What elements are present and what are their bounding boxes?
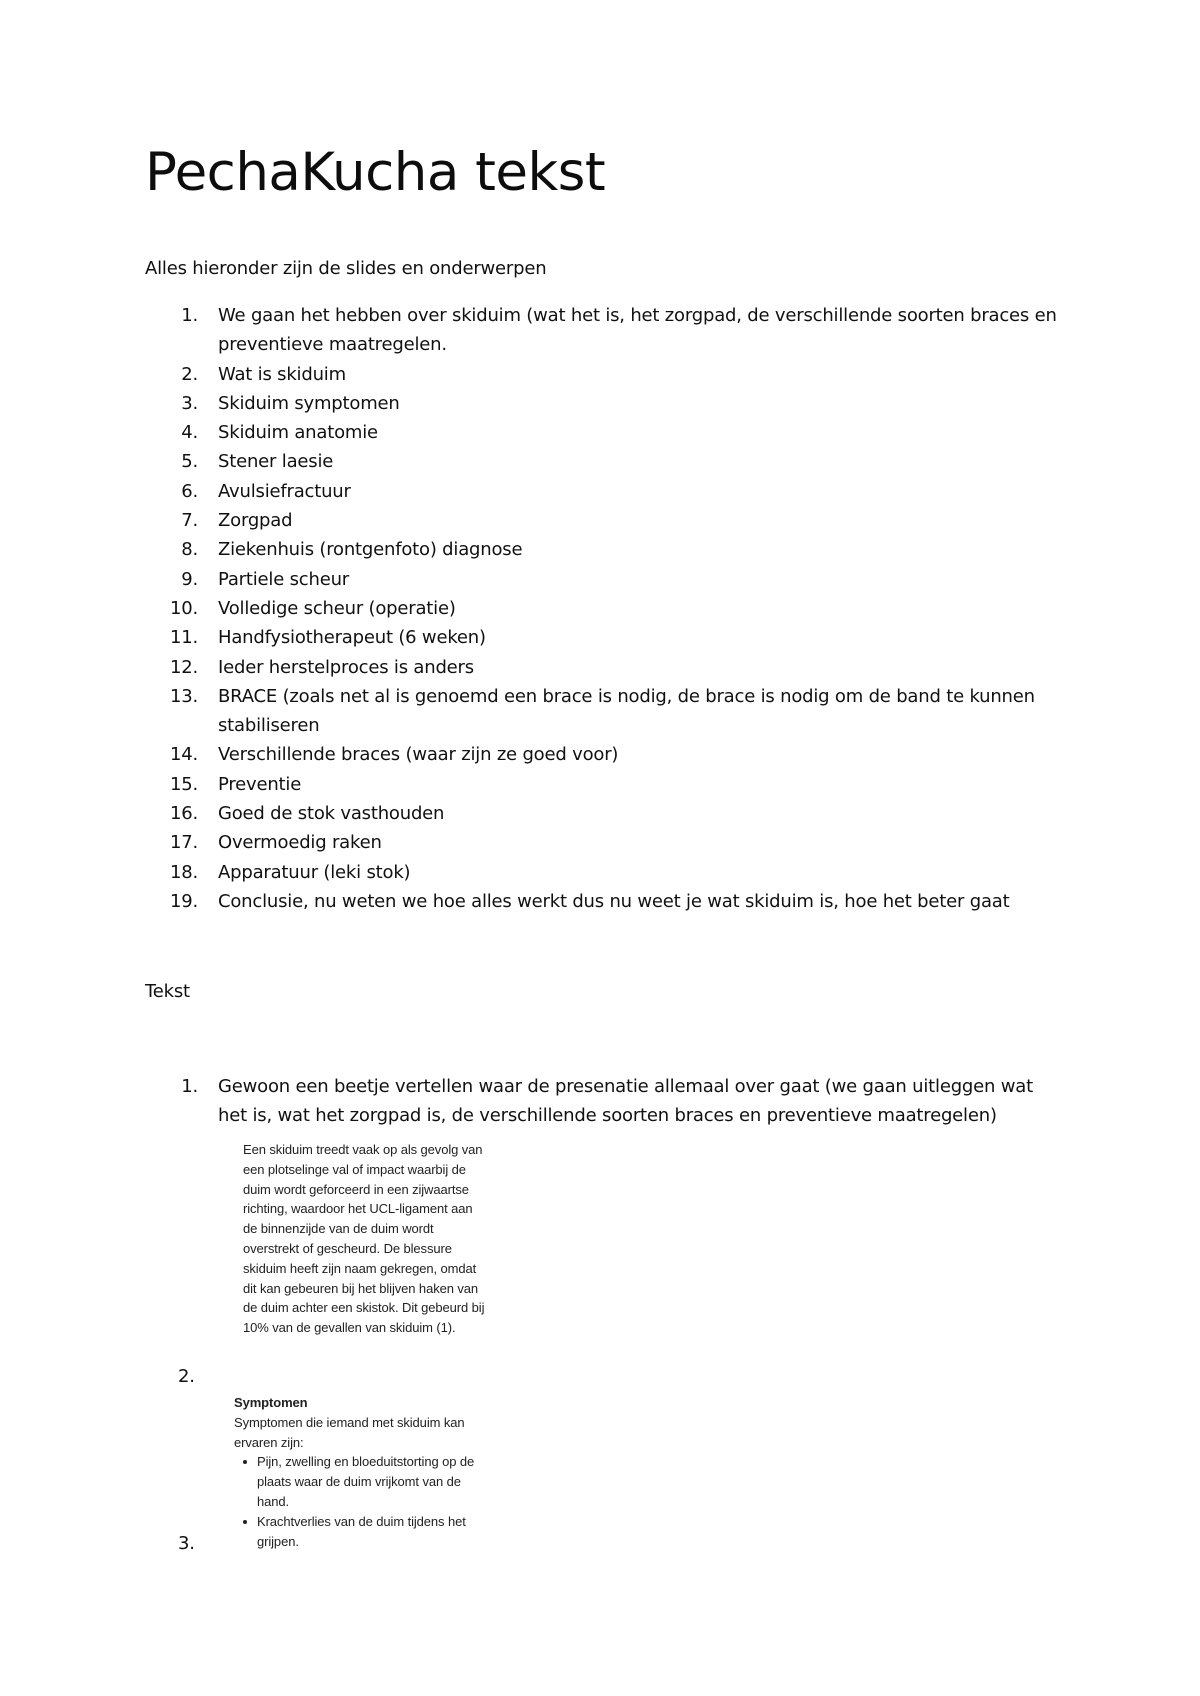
list-item [145,653,1065,682]
list-item [145,740,1065,769]
list-number: 3. [181,392,198,414]
list-item [145,301,1065,360]
intro-paragraph: Alles hieronder zijn de slides en onderwerpen [145,258,547,279]
snippet-text: Symptomen die iemand met skiduim kan ervaren zijn: [234,1414,465,1450]
list-number: 14. [169,744,198,766]
list-number: 11. [169,627,198,649]
list-item [145,477,1065,506]
list-number: 2. [178,1366,195,1387]
list-number: 15. [169,773,198,795]
list-number: 1. [181,1076,198,1097]
list-number: 10. [169,597,198,619]
list-item-text: Ieder herstelproces is anders [218,656,474,678]
list-item-text: Zorgpad [218,510,293,532]
bullet-item: Pijn, zwelling en bloeduitstorting op de plaats waar de duim vrijkomt van de hand. [257,1452,479,1511]
tekst-list [145,1072,1065,1131]
list-item [145,360,1065,389]
list-item [145,1072,1065,1131]
list-item-text: We gaan het hebben over skiduim (wat het is, het zorgpad, de verschillende soorten braces en preventieve maatregelen. [218,305,1057,356]
list-item [145,389,1065,418]
list-item-text: Handfysiotherapeut (6 weken) [218,627,486,649]
list-item [145,770,1065,799]
snippet-bullet-list [234,1452,479,1551]
list-number: 1. [181,305,198,326]
list-item [145,682,1065,741]
list-item [145,858,1065,887]
list-number: 4. [181,422,198,444]
list-number: 7. [181,510,198,532]
list-item-text: Preventie [218,773,302,795]
list-item-text: Apparatuur (leki stok) [218,861,411,883]
list-number: 13. [169,685,198,707]
list-item [145,447,1065,476]
list-item-text: Volledige scheur (operatie) [218,597,456,619]
list-number: 5. [181,451,198,473]
list-number: 2. [181,363,198,385]
pasted-image-symptoms [234,1393,479,1551]
list-number: 3. [178,1533,195,1554]
bullet-item: Krachtverlies van de duim tijdens het grijpen. [257,1512,479,1552]
list-item [145,623,1065,652]
list-item [145,799,1065,828]
pasted-image-ski-thumb-explanation [243,1140,488,1338]
list-item-text: Avulsiefractuur [218,480,351,502]
list-item [145,594,1065,623]
list-item [145,535,1065,564]
list-item [145,565,1065,594]
snippet-heading: Symptomen [234,1395,308,1410]
document-title: PechaKucha tekst [145,142,606,203]
list-item-text: Goed de stok vasthouden [218,803,445,825]
list-item-text: Wat is skiduim [218,363,346,385]
tekst-heading: Tekst [145,981,190,1002]
list-item-text: Gewoon een beetje vertellen waar de presenatie allemaal over gaat (we gaan uitleggen wat het is, wat het zorgpad is, de verschillende soorten braces en preventieve maatregelen) [218,1076,1033,1127]
list-item-text: Skiduim anatomie [218,422,378,444]
list-number: 9. [181,568,198,590]
list-item-text: BRACE (zoals net al is genoemd een brace is nodig, de brace is nodig om de band te kunnen stabiliseren [218,685,1035,737]
list-number: 19. [169,890,198,912]
list-item-text: Stener laesie [218,451,334,473]
list-item-text: Verschillende braces (waar zijn ze goed voor) [218,744,619,766]
snippet-text: Een skiduim treedt vaak op als gevolg van een plotselinge val of impact waarbij de duim wordt geforceerd in een zijwaartse richting, waardoor het UCL-ligament aan de binnenzijde van de duim wordt overstrekt of gescheurd. De blessure skiduim heeft zijn naam gekregen, omdat dit kan gebeuren bij het blijven haken van de duim achter een skistok. Dit gebeurd bij 10% van de gevallen van skiduim (1). [243,1142,485,1336]
list-number: 17. [169,832,198,854]
list-item [145,506,1065,535]
list-number: 6. [181,480,198,502]
list-item-text: Partiele scheur [218,568,349,590]
list-item-text: Conclusie, nu weten we hoe alles werkt dus nu weet je wat skiduim is, hoe het beter gaat [218,890,1010,912]
list-item [145,418,1065,447]
list-item [145,887,1065,916]
list-item-text: Skiduim symptomen [218,392,400,414]
list-number: 18. [169,861,198,883]
list-item-text: Ziekenhuis (rontgenfoto) diagnose [218,539,523,561]
list-number: 8. [181,539,198,561]
list-item [145,828,1065,857]
list-number: 16. [169,803,198,825]
slide-list [145,301,1065,916]
list-number: 12. [169,656,198,678]
list-item-text: Overmoedig raken [218,832,382,854]
